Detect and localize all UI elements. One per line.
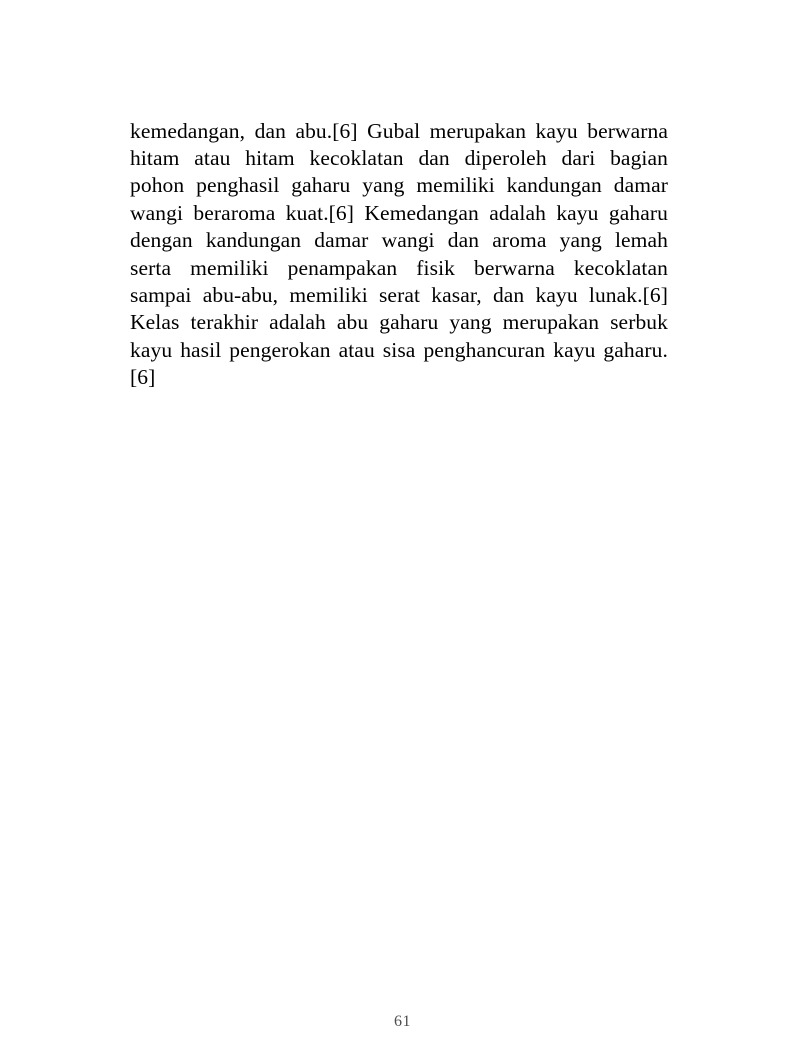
page-number: 61 <box>394 1013 411 1030</box>
body-paragraph: kemedangan, dan abu.[6] Gubal merupakan kayu berwarna hitam atau hitam kecoklatan dan diperoleh dari bagian pohon penghasil gaharu yang memiliki kandungan damar wangi beraroma kuat.[6] Kemedangan adalah kayu gaharu dengan kandungan damar wangi dan aroma yang lemah serta memiliki penampakan fisik berwarna kecoklatan sampai abu-abu, memiliki serat kasar, dan kayu lunak.[6] Kelas terakhir adalah abu gaharu yang merupakan serbuk kayu hasil pengerokan atau sisa penghancuran kayu gaharu.[6] <box>130 118 668 390</box>
page-footer <box>130 1013 675 1031</box>
